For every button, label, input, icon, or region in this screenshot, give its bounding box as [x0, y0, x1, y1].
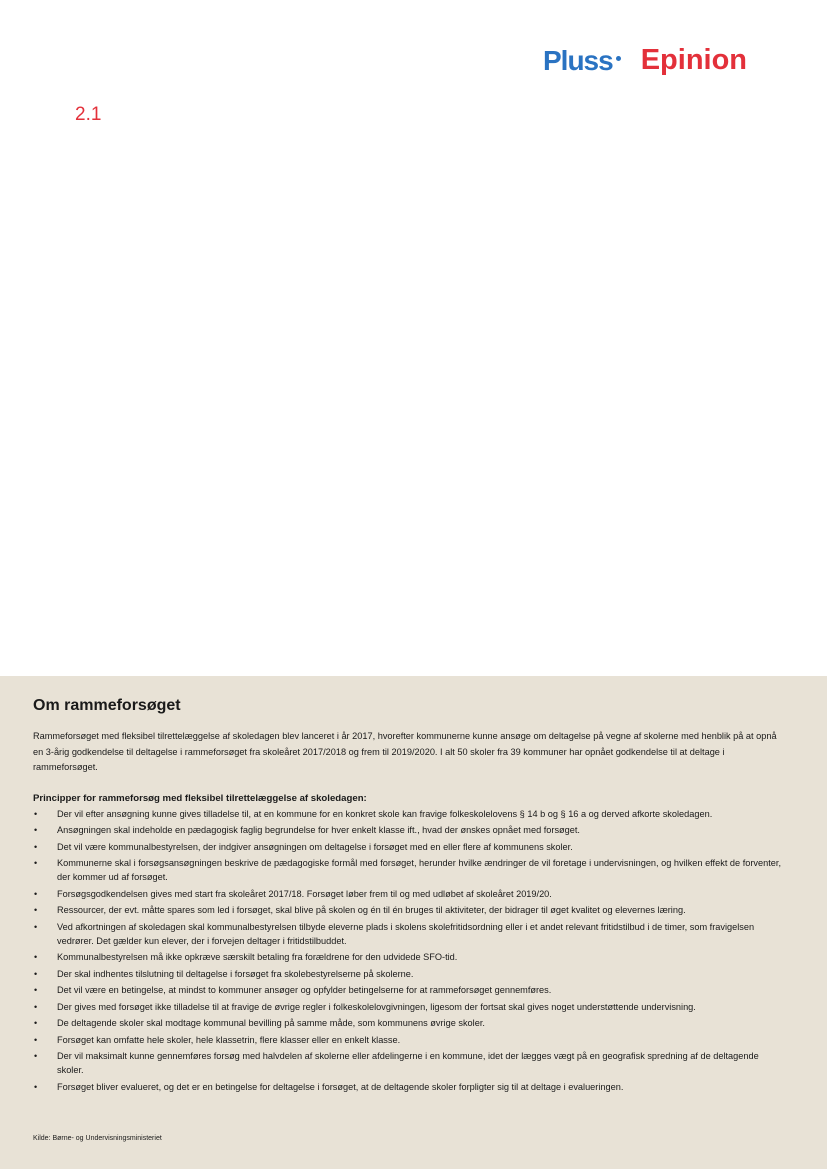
bullet-icon: •	[34, 1001, 38, 1012]
bullet-icon: •	[34, 858, 38, 868]
info-box-title: Om rammeforsøget	[33, 697, 181, 714]
list-item	[33, 1049, 781, 1077]
list-item	[33, 840, 781, 854]
list-item-text: Forsøget bliver evalueret, og det er en betingelse for deltagelse i forsøget, at de deltagende skoler forpligter sig til at deltage i evalueringen.	[57, 1081, 624, 1092]
list-item	[33, 950, 781, 964]
principles-heading: Principper for rammeforsøg med fleksibel tilrettelæggelse af skoledagen:	[33, 792, 367, 804]
section-number: 2.1	[75, 104, 102, 125]
bullet-icon: •	[34, 841, 38, 852]
list-item	[33, 856, 781, 884]
list-item	[33, 903, 781, 917]
list-item-text: De deltagende skoler skal modtage kommunal bevilling på samme måde, som kommunens øvrige skoler.	[57, 1018, 485, 1028]
list-item-text: Kommunalbestyrelsen må ikke opkræve særskilt betaling fra forældrene for den udvidede SFO-tid.	[57, 952, 458, 962]
list-item	[33, 887, 781, 901]
bullet-icon: •	[34, 985, 38, 995]
bullet-icon: •	[34, 1081, 38, 1092]
list-item-text: Kommunerne skal i forsøgsansøgningen beskrive de pædagogiske formål med forsøget, herunder hvilke ændringer de vil foretage i undervisningen, og hvilken effekt de forventer, der kommer ud af forsøget.	[57, 858, 781, 882]
list-item	[33, 983, 781, 997]
bullet-icon: •	[34, 808, 38, 819]
bullet-icon: •	[34, 921, 38, 932]
list-item	[33, 920, 781, 948]
bullet-icon: •	[34, 888, 38, 899]
bullet-icon: •	[34, 1034, 38, 1045]
logo-group	[543, 44, 747, 77]
bullet-icon: •	[34, 825, 38, 835]
list-item	[33, 1000, 781, 1014]
source-note: Kilde: Børne- og Undervisningsministeriet	[33, 1135, 162, 1142]
bullet-icon: •	[34, 1051, 38, 1061]
bullet-icon: •	[34, 1018, 38, 1028]
info-box	[0, 676, 827, 1169]
list-item-text: Forsøgsgodkendelsen gives med start fra skoleåret 2017/18. Forsøget løber frem til og med udløbet af skoleåret 2019/20.	[57, 888, 552, 899]
list-item-text: Ved afkortningen af skoledagen skal kommunalbestyrelsen tilbyde eleverne plads i skolens skolefritidsordning eller i et andet relevant fritidstilbud i de timer, som fravigelsen vedrører. Det gælder kun elever, der i forvejen deltager i fritidstilbuddet.	[57, 921, 755, 946]
list-item	[33, 967, 781, 981]
bullet-icon: •	[34, 952, 38, 962]
bullet-icon: •	[34, 968, 38, 979]
pluss-logo-dot	[616, 56, 621, 61]
info-box-intro: Rammeforsøget med fleksibel tilrettelæggelse af skoledagen blev lanceret i år 2017, hvorefter kommunerne kunne ansøge om deltagelse på vegne af skolerne med henblik på at opnå en 3-årig godkendelse til deltagelse i rammeforsøget fra skoleåret 2017/2018 og frem til 2019/2020. I alt 50 skoler fra 39 kommuner har opnået godkendelse til at deltage i rammeforsøget.	[33, 731, 777, 772]
list-item	[33, 1080, 781, 1094]
list-item-text: Ansøgningen skal indeholde en pædagogisk faglig begrundelse for hver enkelt klasse ift., hvad der ønskes opnået med forsøget.	[57, 825, 580, 835]
list-item-text: Ressourcer, der evt. måtte spares som led i forsøget, skal blive på skolen og én til én bruges til aktiviteter, der bidrager til øget kvalitet og elevernes læring.	[57, 905, 686, 915]
list-item	[33, 823, 781, 837]
list-item-text: Der gives med forsøget ikke tilladelse til at fravige de øvrige regler i folkeskolelovgivningen, ligesom der fortsat skal gives noget understøttende undervisning.	[57, 1001, 696, 1012]
principles-list	[33, 807, 781, 1094]
list-item-text: Der skal indhentes tilslutning til deltagelse i forsøget fra skolebestyrelserne på skolerne.	[57, 968, 414, 979]
bullet-icon: •	[34, 905, 38, 915]
list-item-text: Det vil være en betingelse, at mindst to kommuner ansøger og opfylder betingelserne for at rammeforsøget gennemføres.	[57, 985, 552, 995]
list-item-text: Der vil maksimalt kunne gennemføres forsøg med halvdelen af skolerne eller afdelingerne i en kommune, idet der lægges vægt på en geografisk spredning af de deltagende skoler.	[57, 1051, 759, 1075]
list-item-text: Forsøget kan omfatte hele skoler, hele klassetrin, flere klasser eller en enkelt klasse.	[57, 1034, 401, 1045]
list-item-text: Der vil efter ansøgning kunne gives tilladelse til, at en kommune for en konkret skole kan fravige folkeskolelovens § 14 b og § 16 a og derved afkorte skoledagen.	[57, 808, 713, 819]
list-item-text: Det vil være kommunalbestyrelsen, der indgiver ansøgningen om deltagelse i forsøget med en eller flere af kommunens skoler.	[57, 841, 573, 852]
pluss-logo	[543, 45, 621, 77]
list-item	[33, 1016, 781, 1030]
pluss-logo-text: Pluss	[543, 44, 613, 76]
list-item	[33, 1033, 781, 1047]
epinion-logo: Epinion	[640, 44, 748, 76]
list-item	[33, 807, 781, 821]
